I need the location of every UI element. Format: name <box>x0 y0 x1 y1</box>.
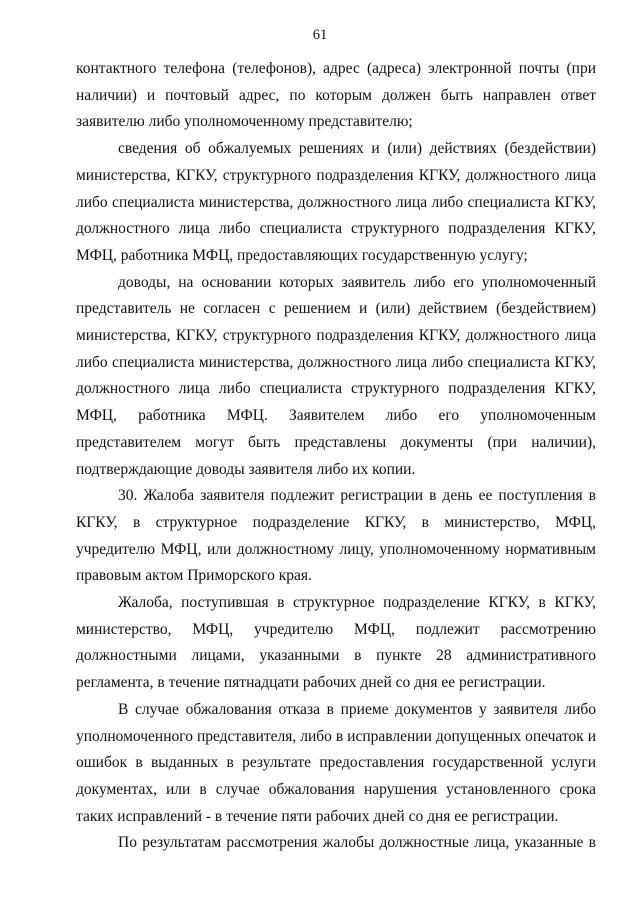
document-body <box>76 56 596 857</box>
paragraph-item-30: 30. Жалоба заявителя подлежит регистрации в день ее поступления в КГКУ, в структурное подразделение КГКУ, в министерство, МФЦ, учредителю МФЦ, или должностному лицу, уполномоченному нормативным правовым актом Приморского края. <box>76 487 596 585</box>
paragraph-contact-info: контактного телефона (телефонов), адрес (адреса) электронной почты (при наличии) и почтовый адрес, по которым должен быть направлен ответ заявителю либо уполномоченному представителю; <box>76 60 596 131</box>
paragraph-arguments: доводы, на основании которых заявитель либо его уполномоченный представитель не согласен с решением и (или) действием (бездействием) министерства, КГКУ, структурного подразделения КГКУ, должностного лица либо специалиста министерства, должностного лица либо специалиста КГКУ, должностного лица либо специалиста структурного подразделения КГКУ, МФЦ, работника МФЦ. Заявителем либо его уполномоченным представителем могут быть представлены документы (при наличии), подтверждающие доводы заявителя либо их копии. <box>76 273 596 478</box>
page-number: 61 <box>312 27 328 43</box>
paragraph-review-period: Жалоба, поступившая в структурное подразделение КГКУ, в КГКУ, министерство, МФЦ, учредителю МФЦ, подлежит рассмотрению должностными лицами, указанными в пункте 28 административного регламента, в течение пятнадцати рабочих дней со дня ее регистрации. <box>76 594 596 692</box>
paragraph-refusal-appeal: В случае обжалования отказа в приеме документов у заявителя либо уполномоченного представителя, либо в исправлении допущенных опечаток и ошибок в выданных в результате предоставления государственной услуги документах, или в случае обжалования нарушения установленного срока таких исправлений - в течение пяти рабочих дней со дня ее регистрации. <box>76 700 596 825</box>
paragraph-review-results: По результатам рассмотрения жалобы должностные лица, указанные в <box>118 834 596 852</box>
paragraph-appealed-decisions: сведения об обжалуемых решениях и (или) действиях (бездействии) министерства, КГКУ, структурного подразделения КГКУ, должностного лица либо специалиста министерства, должностного лица либо специалиста КГКУ, должностного лица либо специалиста структурного подразделения КГКУ, МФЦ, работника МФЦ, предоставляющих государственную услугу; <box>76 140 596 264</box>
